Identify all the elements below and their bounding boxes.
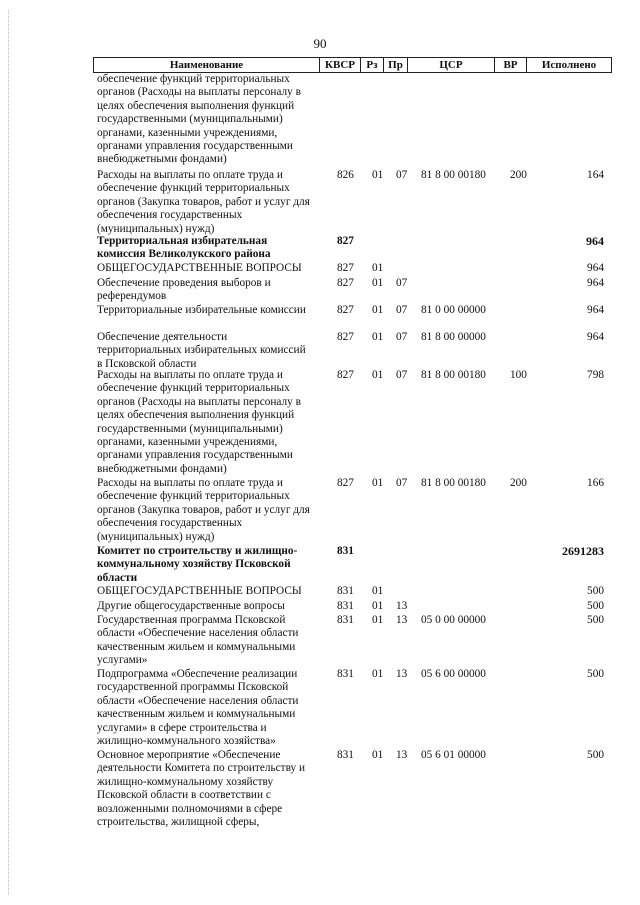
cell-csr: 05 6 00 00000 [421,668,486,680]
cell-sum: 166 [587,477,604,489]
cell-pr: 13 [396,668,408,680]
cell-vr: 200 [510,169,527,181]
cell-sum: 500 [587,668,604,680]
cell-rz: 01 [372,600,384,612]
cell-vr: 100 [510,369,527,381]
cell-name: Другие общегосударственные вопросы [97,600,285,612]
cell-kvsr: 827 [337,235,354,247]
cell-pr: 07 [396,169,408,181]
cell-pr: 07 [396,277,408,289]
cell-pr: 13 [396,749,408,761]
cell-rz: 01 [372,169,384,181]
cell-name: Расходы на выплаты по оплате труда и обеспечение функций территориальных органов (Закупка товаров, работ и услуг для обеспечения государственных (муниципальных) нужд) [97,169,310,235]
page-number: 90 [313,36,327,51]
header-kvsr: КВСР [320,58,361,72]
cell-sum: 964 [587,331,604,343]
cell-kvsr: 827 [337,369,354,381]
cell-kvsr: 827 [337,277,354,289]
cell-sum: 964 [586,234,604,248]
cell-rz: 01 [372,614,384,626]
cell-rz: 01 [372,331,384,343]
cell-name: обеспечение функций территориальных органов (Расходы на выплаты персоналу в целях обеспечения выполнения функций государственными (муниципальными) органами, казенными учреждениями, органами управления государственными внебюджетными фондами) [97,73,301,166]
cell-sum: 964 [587,277,604,289]
cell-kvsr: 827 [337,331,354,343]
cell-name: Территориальные избирательные комиссии [97,304,306,316]
cell-name: ОБЩЕГОСУДАРСТВЕННЫЕ ВОПРОСЫ [97,262,302,274]
cell-kvsr: 831 [337,585,354,597]
header-vr: ВР [495,58,527,72]
cell-csr: 81 8 00 00180 [421,169,486,181]
cell-sum: 2691283 [562,544,604,558]
scan-edge-marks [8,10,10,895]
cell-sum: 964 [587,304,604,316]
cell-name: Расходы на выплаты по оплате труда и обеспечение функций территориальных органов (Расходы на выплаты персоналу в целях обеспечения выполнения функций государственными (муниципальными) органами, казенными учреждениями, органами управления государственными внебюджетными фондами) [97,369,301,475]
cell-kvsr: 831 [337,600,354,612]
cell-kvsr: 831 [337,545,354,557]
cell-name: Государственная программа Псковской области «Обеспечение населения области качественным жильем и коммунальными услугами» [97,614,299,667]
cell-name: Комитет по строительству и жилищно-коммунальному хозяйству Псковской области [97,545,298,584]
cell-name: Обеспечение деятельности территориальных избирательных комиссий в Псковской области [97,331,306,370]
cell-rz: 01 [372,749,384,761]
cell-csr: 05 6 01 00000 [421,749,486,761]
cell-sum: 500 [587,614,604,626]
header-csr: ЦСР [408,58,495,72]
cell-name: Расходы на выплаты по оплате труда и обеспечение функций территориальных органов (Закупка товаров, работ и услуг для обеспечения государственных (муниципальных) нужд) [97,477,310,543]
cell-sum: 500 [587,749,604,761]
cell-csr: 81 0 00 00000 [421,304,486,316]
cell-rz: 01 [372,277,384,289]
cell-pr: 07 [396,304,408,316]
cell-csr: 81 8 00 00000 [421,331,486,343]
table-header [93,57,612,73]
cell-sum: 798 [587,369,604,381]
cell-pr: 07 [396,331,408,343]
cell-pr: 13 [396,614,408,626]
cell-sum: 964 [587,262,604,274]
cell-rz: 01 [372,369,384,381]
cell-csr: 05 0 00 00000 [421,614,486,626]
cell-vr: 200 [510,477,527,489]
cell-rz: 01 [372,262,384,274]
header-pr: Пр [384,58,408,72]
cell-name: Территориальная избирательная комиссия Великолукского района [97,235,271,261]
cell-csr: 81 8 00 00180 [421,477,486,489]
cell-sum: 164 [587,169,604,181]
header-name: Наименование [94,58,320,72]
cell-rz: 01 [372,585,384,597]
cell-pr: 13 [396,600,408,612]
cell-kvsr: 826 [337,169,354,181]
cell-kvsr: 831 [337,668,354,680]
cell-rz: 01 [372,304,384,316]
header-executed: Исполнено [541,59,597,71]
cell-kvsr: 827 [337,477,354,489]
cell-sum: 500 [587,600,604,612]
cell-kvsr: 827 [337,304,354,316]
header-rz: Рз [361,58,384,72]
cell-pr: 07 [396,369,408,381]
cell-rz: 01 [372,668,384,680]
cell-pr: 07 [396,477,408,489]
cell-name: ОБЩЕГОСУДАРСТВЕННЫЕ ВОПРОСЫ [97,585,302,597]
cell-rz: 01 [372,477,384,489]
cell-kvsr: 831 [337,614,354,626]
cell-name: Обеспечение проведения выборов и референдумов [97,277,271,303]
cell-csr: 81 8 00 00180 [421,369,486,381]
cell-sum: 500 [587,585,604,597]
cell-kvsr: 831 [337,749,354,761]
cell-name: Основное мероприятие «Обеспечение деятельности Комитета по строительству и жилищно-коммунальному хозяйству Псковской области в соответствии с возложенными полномочиями в сфере строительства, жилищной сферы, [97,749,306,829]
cell-name: Подпрограмма «Обеспечение реализации государственной программы Псковской области «Обеспечение населения области качественным жильем и коммунальными услугами» в сфере строительства и жилищно-коммунального хозяйства» [97,668,299,748]
cell-kvsr: 827 [337,262,354,274]
